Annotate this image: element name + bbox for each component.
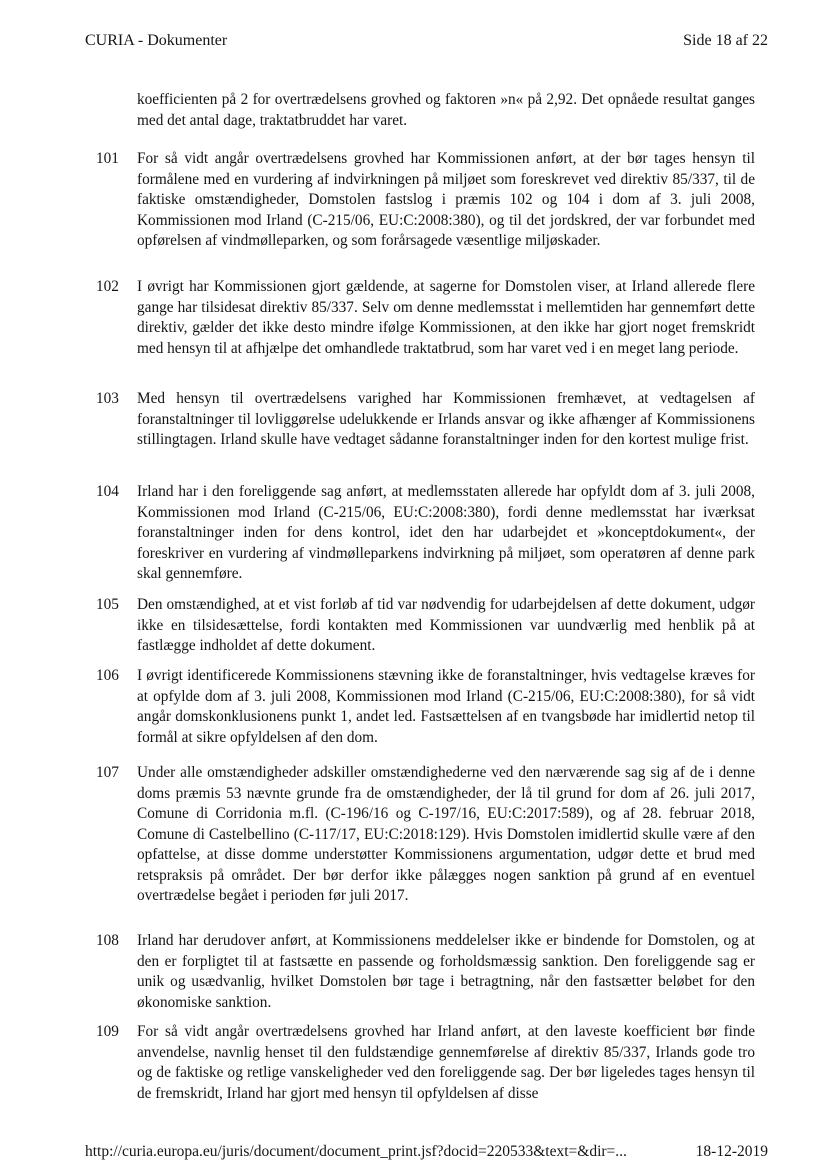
paragraph-text: For så vidt angår overtrædelsens grovhed har Kommissionen anført, at der bør tages hensyn til formålene med en vurdering af indvirkningen på miljøet som foreskrevet ved direktiv 85/337, til de faktiske omstændigheder, Domstolen fastslog i præmis 102 og 104 i dom af 3. juli 2008, Kommissionen mod Irland (C-215/06, EU:C:2008:380), og til det jordskred, der var forbundet med opførelsen af vindmølleparken, og som forårsagede væsentlige miljøskader.: [137, 150, 755, 249]
header-title: CURIA - Dokumenter: [85, 32, 228, 49]
page-header: [85, 32, 768, 56]
page-footer: [85, 1143, 768, 1165]
page-number: Side 18 af 22: [683, 32, 768, 49]
paragraph-text: Irland har i den foreliggende sag anført, at medlemsstaten allerede har opfyldt dom af 3. juli 2008, Kommissionen mod Irland (C-215/06, EU:C:2008:380), fordi denne medlemsstat har iværksat foranstaltninger inden for dens kontrol, idet den har udarbejdet et »konceptdokument«, der foreskriver en vurdering af vindmølleparkens indvirkning på miljøet, som operatøren af denne park skal gennemføre.: [137, 483, 755, 582]
paragraph-text: Med hensyn til overtrædelsens varighed har Kommissionen fremhævet, at vedtagelsen af foranstaltninger til lovliggørelse udelukkende er Irlands ansvar og ikke afhænger af Kommissionens stillingtagen. Irland skulle have vedtaget sådanne foranstaltninger inden for den kortest mulige frist.: [137, 390, 755, 448]
paragraph-number: 104: [96, 483, 119, 500]
paragraph-number: 103: [96, 390, 119, 407]
paragraph-text: Den omstændighed, at et vist forløb af tid var nødvendig for udarbejdelsen af dette dokument, udgør ikke en tilsidesættelse, fordi kontakten med Kommissionen var uundværlig med henblik på at fastlægge indholdet af dette dokument.: [137, 596, 755, 654]
paragraph-number: 107: [96, 764, 119, 781]
paragraph-text: Under alle omstændigheder adskiller omstændighederne ved den nærværende sag sig af de i denne doms præmis 53 nævnte grunde fra de omstændigheder, der lå til grund for dom af 26. juli 2017, Comune di Corridonia m.fl. (C-196/16 og C-197/16, EU:C:2017:589), og af 28. februar 2018, Comune di Castelbellino (C-117/17, EU:C:2018:129). Hvis Domstolen imidlertid skulle være af den opfattelse, at disse domme understøtter Kommissionens argumentation, udgør dette et brud med retspraksis på området. Der bør derfor ikke pålægges nogen sanktion på grund af en eventuel overtrædelse begået i perioden før juli 2017.: [137, 764, 755, 904]
footer-date: 18-12-2019: [695, 1143, 768, 1160]
paragraph-number: 108: [96, 932, 119, 949]
paragraph-number: 105: [96, 596, 119, 613]
paragraph-number: 106: [96, 667, 119, 684]
paragraph-text: Irland har derudover anført, at Kommissionens meddelelser ikke er bindende for Domstolen, og at den er forpligtet til at fastsætte en passende og forholdsmæssig sanktion. Den foreliggende sag er unik og usædvanlig, hvilket Domstolen bør tage i betragtning, når den fastsætter beløbet for den økonomiske sanktion.: [137, 932, 755, 1011]
paragraph-text: I øvrigt har Kommissionen gjort gældende, at sagerne for Domstolen viser, at Irland allerede flere gange har tilsidesat direktiv 85/337. Selv om denne medlemsstat i mellemtiden har gennemført dette direktiv, gælder det ikke desto mindre ifølge Kommissionen, at den ikke har gjort noget fremskridt med hensyn til at afhjælpe det omhandlede traktatbrud, som har varet ved i en meget lang periode.: [137, 278, 755, 357]
paragraph-text: I øvrigt identificerede Kommissionens stævning ikke de foranstaltninger, hvis vedtagelse kræves for at opfylde dom af 3. juli 2008, Kommissionen mod Irland (C-215/06, EU:C:2008:380), for så vidt angår domskonklusionens punkt 1, andet led. Fastsættelsen af en tvangsbøde har imidlertid netop til formål at sikre opfyldelsen af den dom.: [137, 667, 755, 746]
paragraph-number: 109: [96, 1023, 119, 1040]
paragraph-number: 102: [96, 278, 119, 295]
paragraph-text: For så vidt angår overtrædelsens grovhed har Irland anført, at den laveste koefficient bør finde anvendelse, navnlig henset til den fuldstændige gennemførelse af direktiv 85/337, Irlands gode tro og de faktiske og retlige vanskeligheder ved den foreliggende sag. Der bør ligeledes tages hensyn til de fremskridt, Irland har gjort med hensyn til opfyldelsen af disse: [137, 1023, 755, 1102]
intro-paragraph: koefficienten på 2 for overtrædelsens grovhed og faktoren »n« på 2,92. Det opnåede resultat ganges med det antal dage, traktatbruddet har varet.: [137, 91, 755, 129]
paragraph-number: 101: [96, 150, 119, 167]
footer-url: http://curia.europa.eu/juris/document/document_print.jsf?docid=220533&text=&dir=...: [85, 1143, 627, 1160]
